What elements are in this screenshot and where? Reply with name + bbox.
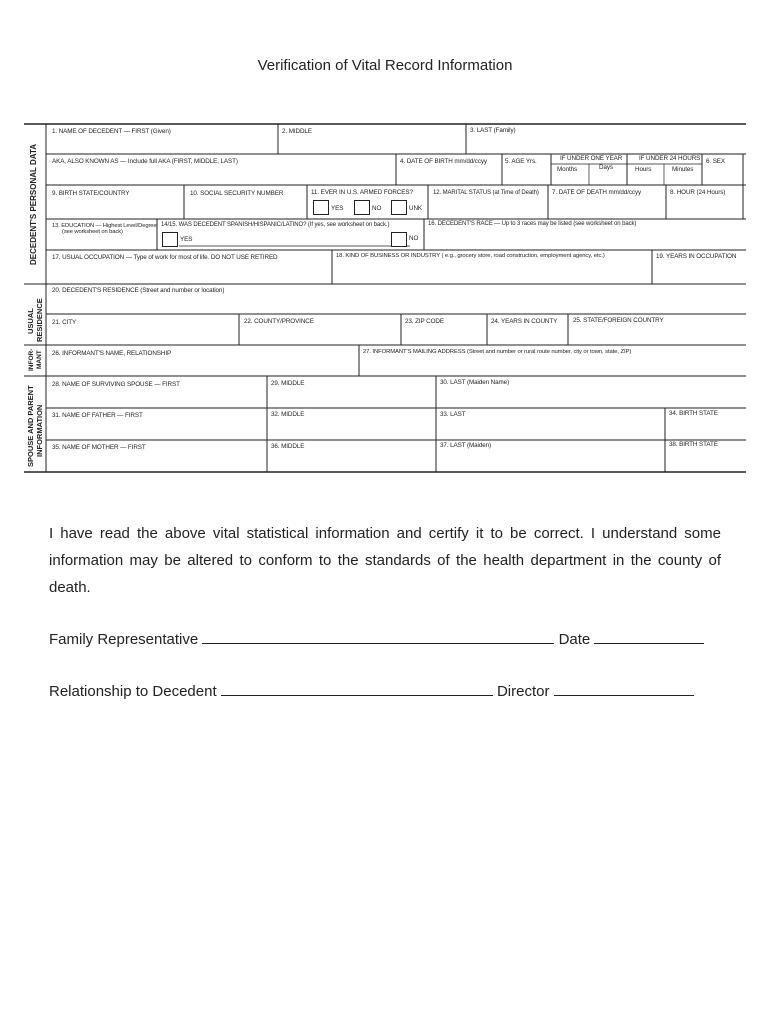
armed-forces-no-checkbox[interactable] [354,200,370,215]
field-13-education-note: (see worksheet on back) [62,229,123,235]
date-label: Date [558,631,591,648]
field-26-informant: 26. INFORMANT'S NAME, RELATIONSHIP [52,350,172,357]
field-37-last-maiden: 37. LAST (Maiden) [440,442,492,449]
vital-record-form [24,122,746,474]
field-30-last-maiden: 30. LAST (Maiden Name) [440,379,510,386]
section-personal-data: DECEDENT'S PERSONAL DATA [29,143,38,265]
field-3-last: 3. LAST (Family) [470,127,516,134]
field-17-occupation: 17. USUAL OCCUPATION — Type of work for most of life. DO NOT USE RETIRED [52,254,278,261]
section-family-line2: INFORMATION [35,404,44,457]
label-hours: Hours [635,166,652,173]
hispanic-no-checkbox[interactable] [391,232,407,247]
field-23-zip: 23. ZIP CODE [405,318,444,325]
field-20-residence: 20. DECEDENT'S RESIDENCE (Street and number or location) [52,287,225,294]
field-12-marital-status: 12. MARITAL STATUS (at Time of Death) [433,190,539,196]
field-13-education: 13. EDUCATION — Highest Level/Degree [52,223,157,229]
label-under-one-year: IF UNDER ONE YEAR [560,155,623,162]
field-32-middle: 32. MIDDLE [271,411,305,418]
field-4-date-of-birth: 4. DATE OF BIRTH mm/dd/ccyy [400,158,487,165]
field-16-race: 16. DECEDENT'S RACE — Up to 3 races may be listed (see worksheet on back) [428,221,637,227]
field-10-ssn: 10. SOCIAL SECURITY NUMBER [190,190,284,197]
label-no-hispanic: NO [409,235,419,242]
field-38-birth-state: 38. BIRTH STATE [669,441,718,448]
field-35-mother-first: 35. NAME OF MOTHER — FIRST [52,444,146,451]
label-yes-hispanic: YES [180,236,193,243]
field-24-years-county: 24. YEARS IN COUNTY [491,318,558,325]
armed-forces-unk-checkbox[interactable] [391,200,407,215]
family-representative-line [49,628,704,648]
field-18-business: 18. KIND OF BUSINESS OR INDUSTRY ( e.g., grocery store, road construction, employment agency, etc.) [336,253,605,259]
section-informant-line1: INFOR- [28,348,35,371]
field-9-birth-state: 9. BIRTH STATE/COUNTRY [52,190,130,197]
field-28-spouse-first: 28. NAME OF SURVIVING SPOUSE — FIRST [52,381,180,388]
field-36-middle: 36. MIDDLE [271,443,305,450]
field-21-city: 21. CITY [52,319,77,326]
label-minutes: Minutes [672,166,694,173]
field-1-first-name: 1. NAME OF DECEDENT — FIRST (Given) [52,128,171,135]
armed-forces-yes-checkbox[interactable] [313,200,329,215]
field-2-middle: 2. MIDDLE [282,128,312,135]
field-7-date-of-death: 7. DATE OF DEATH mm/dd/ccyy [552,189,642,196]
date-field[interactable] [594,628,704,644]
label-days: Days [599,164,613,171]
section-family-line1: SPOUSE AND PARENT [26,385,35,467]
field-25-state-country: 25. STATE/FOREIGN COUNTRY [573,317,664,324]
relationship-line [49,680,694,700]
label-months: Months [557,166,578,173]
family-representative-signature-field[interactable] [202,628,554,644]
section-informant-line2: MANT [36,350,43,369]
section-residence-line2: RESIDENCE [35,298,44,342]
label-no: NO [372,205,382,212]
director-signature-field[interactable] [554,680,694,696]
label-unk: UNK [409,205,422,212]
label-yes: YES [331,205,344,212]
field-11-armed-forces: 11. EVER IN U.S. ARMED FORCES? [311,189,413,196]
certification-statement: I have read the above vital statistical information and certify it to be correct. I understand some information may be altered to conform to the standards of the health department in the county of death. [49,525,721,596]
label-under-24-hours: IF UNDER 24 HOURS [639,155,701,162]
field-6-sex: 6. SEX [706,158,726,165]
field-33-last: 33. LAST [440,411,466,418]
relationship-label: Relationship to Decedent [49,683,217,700]
field-27-mailing-address: 27. INFORMANT'S MAILING ADDRESS (Street and number or rural route number, city or town, state, ZIP) [363,349,632,355]
field-19-years-occupation: 19. YEARS IN OCCUPATION [656,253,737,260]
field-31-father-first: 31. NAME OF FATHER — FIRST [52,412,143,419]
section-residence-line1: USUAL [26,308,35,334]
field-aka: AKA, ALSO KNOWN AS — Include full AKA (FIRST, MIDDLE, LAST) [52,158,238,165]
field-5-age: 5. AGE Yrs. [505,158,537,165]
field-22-county: 22. COUNTY/PROVINCE [244,318,314,325]
field-29-middle: 29. MIDDLE [271,380,305,387]
form-grid [24,122,746,474]
page-title: Verification of Vital Record Information [257,57,513,74]
family-representative-label: Family Representative [49,631,199,648]
relationship-field[interactable] [221,680,493,696]
field-14-15-hispanic: 14/15. WAS DECEDENT SPANISH/HISPANIC/LATINO? (If yes, see worksheet on back.) [161,222,390,228]
hispanic-yes-checkbox[interactable] [162,232,178,247]
director-label: Director [496,683,550,700]
field-8-hour: 8. HOUR (24 Hours) [670,189,726,196]
field-34-birth-state: 34. BIRTH STATE [669,410,718,417]
